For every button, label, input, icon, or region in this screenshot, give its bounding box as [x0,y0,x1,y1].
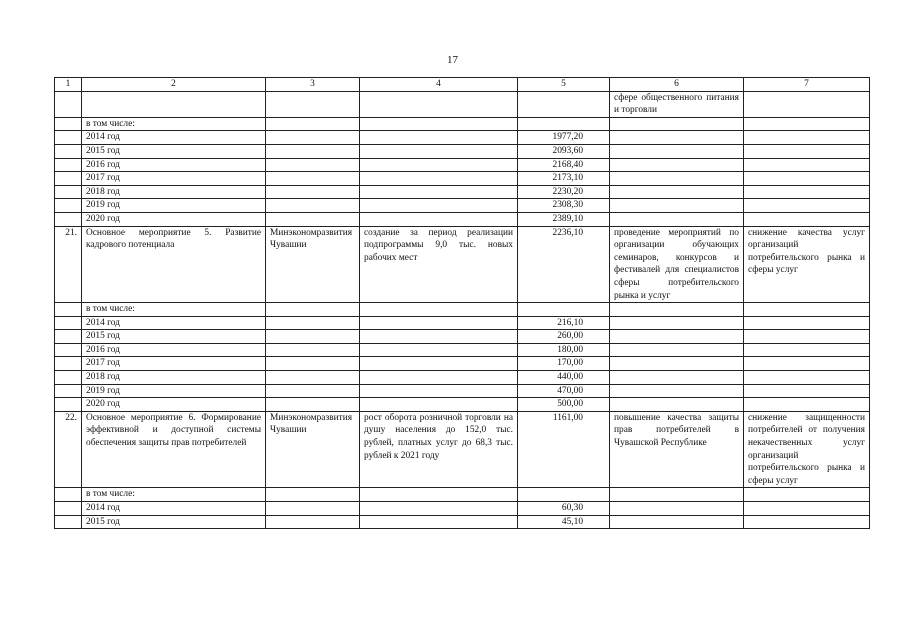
table-cell-col7: снижение защищенности потребителей от получения некачественных услуг организаций потребительского рынка и сферы услуг [744,411,870,488]
table-cell-col4 [360,158,518,172]
table-cell-col5: 2173,10 [518,172,610,186]
header-cell-2: 2 [82,78,266,92]
table-cell-col2: 2017 год [82,172,266,186]
table-cell-col7 [744,330,870,344]
table-cell-col4 [360,185,518,199]
table-cell-col1 [55,131,82,145]
table-cell-col4 [360,212,518,226]
table-cell-col2: 2019 год [82,199,266,213]
table-cell-col3 [266,488,360,502]
table-row [55,330,870,344]
table-cell-col1 [55,172,82,186]
table-cell-col2: 2018 год [82,371,266,385]
table-cell-col2 [82,91,266,117]
table-cell-col4: создание за период реализации подпрограммы 9,0 тыс. новых рабочих мест [360,226,518,303]
table-cell-col3 [266,316,360,330]
table-cell-col6 [610,488,744,502]
table-cell-col6 [610,316,744,330]
table-cell-col5: 2230,20 [518,185,610,199]
table-cell-col7 [744,158,870,172]
table-cell-col4 [360,172,518,186]
table-cell-col2: Основное мероприятие 5. Развитие кадрового потенциала [82,226,266,303]
table-cell-col2: 2014 год [82,131,266,145]
table-cell-col3 [266,144,360,158]
table-row [55,515,870,529]
table-cell-col3 [266,117,360,131]
table-row [55,303,870,317]
table-cell-col5 [518,91,610,117]
table-cell-col1 [55,91,82,117]
table-cell-col1 [55,117,82,131]
table-cell-col3 [266,199,360,213]
table-cell-col1 [55,343,82,357]
table-cell-col6: проведение мероприятий по организации обучающих семинаров, конкурсов и фестивалей для специалистов сферы потребительского рынка и услуг [610,226,744,303]
table-cell-col4 [360,316,518,330]
table-cell-col5: 260,00 [518,330,610,344]
table-cell-col3 [266,172,360,186]
table-cell-col1 [55,212,82,226]
table-cell-col5 [518,117,610,131]
table-cell-col4 [360,357,518,371]
table-cell-col3 [266,357,360,371]
table-cell-col1: 22. [55,411,82,488]
table-cell-col5: 2236,10 [518,226,610,303]
table-cell-col7 [744,398,870,412]
table-cell-col5: 2389,10 [518,212,610,226]
table-cell-col2: 2017 год [82,357,266,371]
header-cell-1: 1 [55,78,82,92]
table-cell-col7 [744,303,870,317]
table-cell-col4 [360,131,518,145]
table-cell-col5 [518,488,610,502]
table-cell-col6 [610,117,744,131]
table-cell-col5: 60,30 [518,502,610,516]
table-cell-col4 [360,144,518,158]
table-row [55,316,870,330]
table-cell-col7 [744,212,870,226]
table-cell-col2: 2015 год [82,330,266,344]
table-cell-col7: снижение качества услуг организаций потребительского рынка и сферы услуг [744,226,870,303]
table-cell-col3 [266,185,360,199]
table-cell-col6 [610,144,744,158]
table-cell-col7 [744,488,870,502]
table-cell-col6 [610,158,744,172]
table-cell-col4 [360,398,518,412]
table-row [55,117,870,131]
table-cell-col5: 180,00 [518,343,610,357]
table-cell-col6 [610,303,744,317]
table-cell-col7 [744,371,870,385]
table-cell-col3 [266,131,360,145]
table-cell-col3: Минэкономразвития Чувашии [266,411,360,488]
table-cell-col3 [266,303,360,317]
table-cell-col5: 170,00 [518,357,610,371]
table-row-measure [55,226,870,303]
table-cell-col6: повышение качества защиты прав потребителей в Чувашской Республике [610,411,744,488]
table-cell-col1 [55,357,82,371]
table-cell-col4 [360,384,518,398]
table-cell-col5: 470,00 [518,384,610,398]
table-cell-col1 [55,144,82,158]
table-cell-col7 [744,502,870,516]
table-cell-col7 [744,172,870,186]
table-cell-col2: 2015 год [82,144,266,158]
table-cell-col2: 2018 год [82,185,266,199]
table-cell-col6 [610,398,744,412]
table-cell-col3 [266,384,360,398]
table-cell-col5: 2308,30 [518,199,610,213]
table-cell-col2: 2016 год [82,343,266,357]
table-cell-col1 [55,185,82,199]
table-cell-col2: 2016 год [82,158,266,172]
table-cell-col7 [744,515,870,529]
table-row [55,212,870,226]
table-row [55,172,870,186]
table-cell-col1: 21. [55,226,82,303]
table-cell-col6: сфере общественного питания и торговли [610,91,744,117]
table-cell-col1 [55,384,82,398]
table-row [55,158,870,172]
table-cell-col4 [360,303,518,317]
table-cell-col4 [360,502,518,516]
table-row [55,488,870,502]
table-row [55,398,870,412]
table-cell-col4 [360,117,518,131]
table-cell-col2: в том числе: [82,303,266,317]
table-cell-col1 [55,316,82,330]
table-row [55,502,870,516]
header-cell-7: 7 [744,78,870,92]
table-cell-col6 [610,185,744,199]
table-cell-col2: в том числе: [82,488,266,502]
page-number: 17 [447,54,458,66]
program-table [54,77,870,529]
table-cell-col2: 2020 год [82,398,266,412]
table-cell-col1 [55,371,82,385]
table-cell-col2: 2015 год [82,515,266,529]
table-cell-col5 [518,303,610,317]
table-cell-col5: 2168,40 [518,158,610,172]
table-cell-col3 [266,502,360,516]
table-row-measure [55,411,870,488]
table-cell-col6 [610,343,744,357]
table-row [55,91,870,117]
table-cell-col6 [610,131,744,145]
table-cell-col3 [266,343,360,357]
table-cell-col2: в том числе: [82,117,266,131]
table-cell-col6 [610,357,744,371]
table-cell-col7 [744,316,870,330]
table-cell-col3: Минэкономразвития Чувашии [266,226,360,303]
table-cell-col6 [610,199,744,213]
table-cell-col7 [744,131,870,145]
table-cell-col6 [610,371,744,385]
header-cell-3: 3 [266,78,360,92]
table-cell-col3 [266,158,360,172]
table-cell-col1 [55,488,82,502]
table-cell-col1 [55,502,82,516]
table-cell-col5: 216,10 [518,316,610,330]
table-cell-col4 [360,343,518,357]
table-cell-col3 [266,91,360,117]
table-cell-col5: 500,00 [518,398,610,412]
table-row [55,371,870,385]
table-cell-col6 [610,330,744,344]
table-cell-col1 [55,330,82,344]
table-cell-col7 [744,343,870,357]
table-cell-col4 [360,330,518,344]
table-cell-col1 [55,303,82,317]
table-row [55,343,870,357]
table-cell-col7 [744,199,870,213]
header-cell-6: 6 [610,78,744,92]
table-cell-col3 [266,371,360,385]
table-cell-col5: 1977,20 [518,131,610,145]
table-cell-col6 [610,212,744,226]
table-cell-col3 [266,515,360,529]
table-row [55,131,870,145]
table-row [55,185,870,199]
table-cell-col4 [360,488,518,502]
table-cell-col7 [744,357,870,371]
table-cell-col6 [610,384,744,398]
table-cell-col4 [360,515,518,529]
table-cell-col1 [55,515,82,529]
table-cell-col2: 2020 год [82,212,266,226]
table-cell-col6 [610,172,744,186]
header-cell-5: 5 [518,78,610,92]
table-cell-col6 [610,515,744,529]
table-cell-col7 [744,144,870,158]
table-cell-col4 [360,371,518,385]
table-cell-col3 [266,398,360,412]
header-cell-4: 4 [360,78,518,92]
table-cell-col7 [744,384,870,398]
table-cell-col5: 1161,00 [518,411,610,488]
table-cell-col4 [360,199,518,213]
table-cell-col6 [610,502,744,516]
table-cell-col2: Основное мероприятие 6. Формирование эффективной и доступной системы обеспечения защиты прав потребителей [82,411,266,488]
table-cell-col3 [266,330,360,344]
table-row [55,199,870,213]
table-cell-col5: 2093,60 [518,144,610,158]
table-row [55,144,870,158]
table-cell-col1 [55,199,82,213]
table-row [55,384,870,398]
table-cell-col2: 2014 год [82,316,266,330]
table-cell-col7 [744,185,870,199]
table-cell-col4: рост оборота розничной торговли на душу населения до 152,0 тыс. рублей, платных услуг до 68,3 тыс. рублей к 2021 году [360,411,518,488]
table-cell-col1 [55,158,82,172]
table-cell-col5: 440,00 [518,371,610,385]
table-cell-col2: 2014 год [82,502,266,516]
table-cell-col7 [744,91,870,117]
table-cell-col2: 2019 год [82,384,266,398]
table-cell-col3 [266,212,360,226]
header-row [55,78,870,92]
table-cell-col4 [360,91,518,117]
table-cell-col7 [744,117,870,131]
table-cell-col1 [55,398,82,412]
table-row [55,357,870,371]
table-cell-col5: 45,10 [518,515,610,529]
